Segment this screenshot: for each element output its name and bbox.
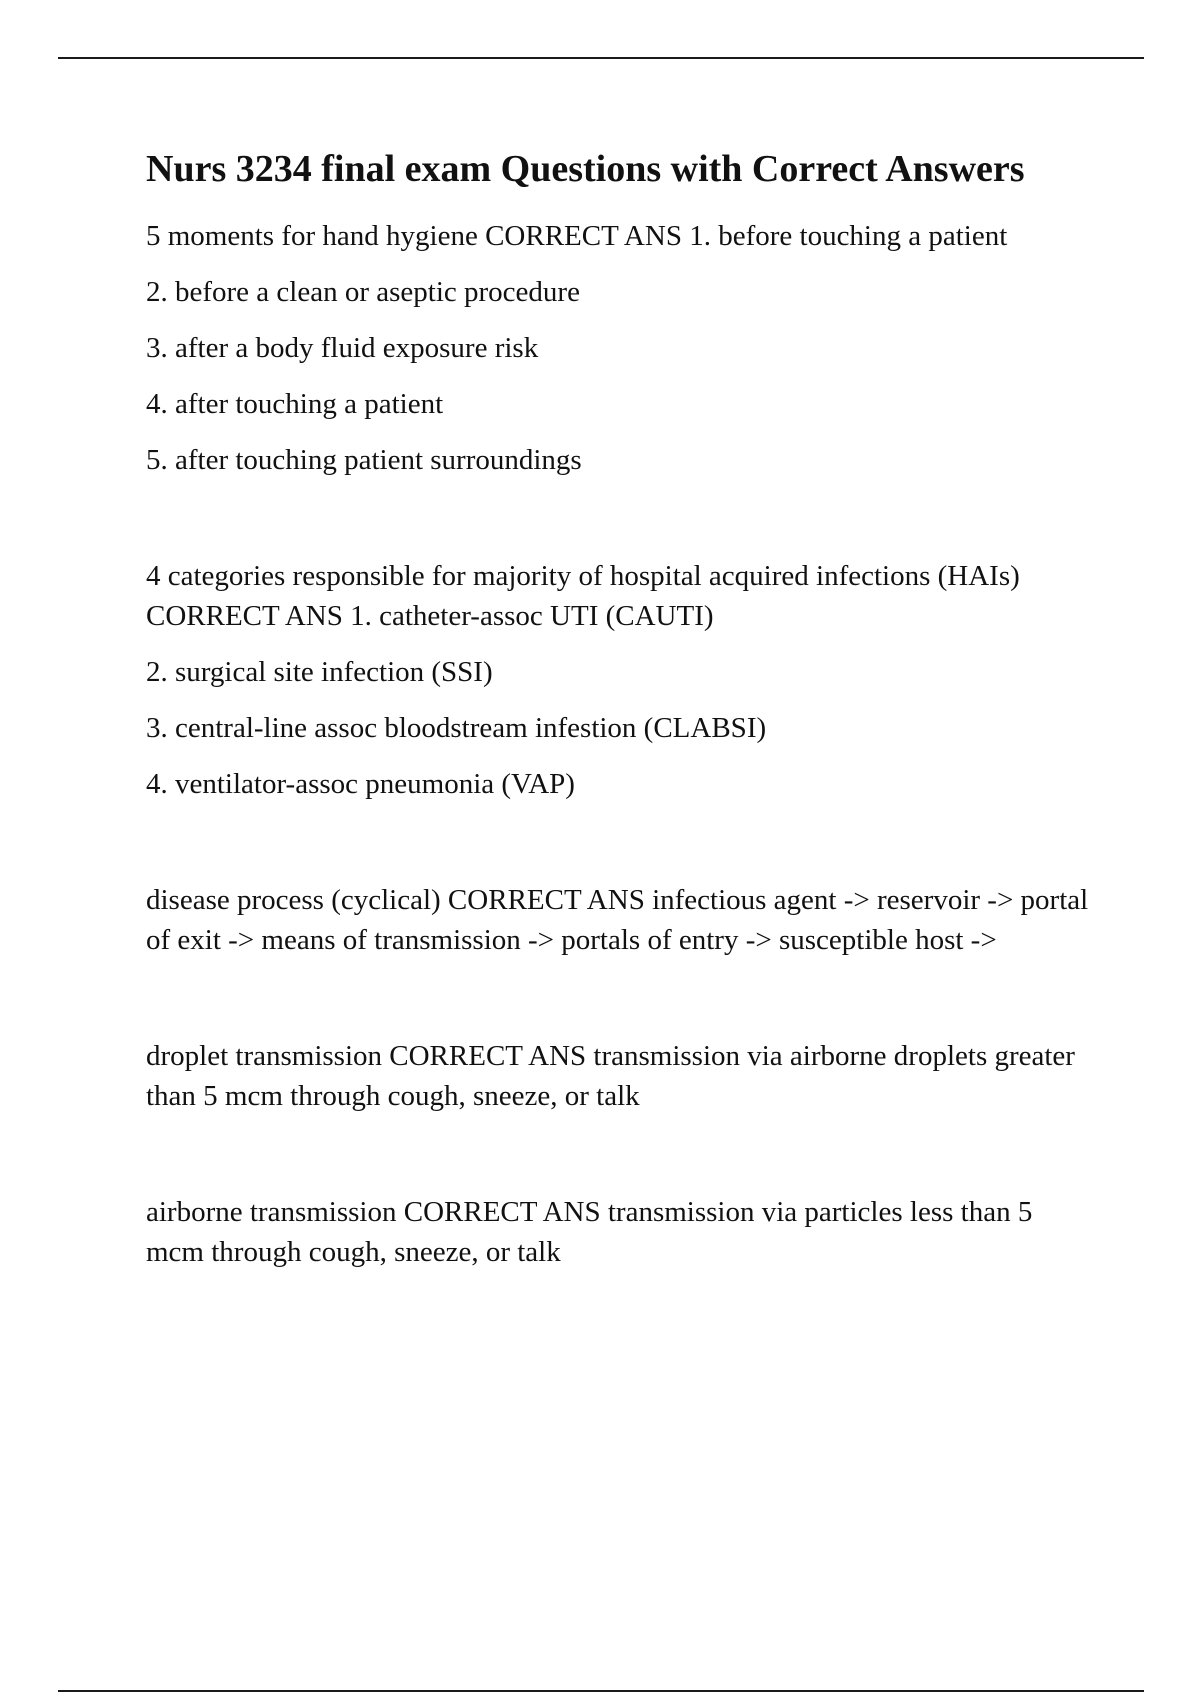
qa-answer-line: 4. after touching a patient [146, 388, 444, 420]
qa-answer-line: 3. central-line assoc bloodstream infestion (CLABSI) [146, 712, 767, 744]
qa-answer-line: 2. before a clean or aseptic procedure [146, 276, 580, 308]
document-title: Nurs 3234 final exam Questions with Correct Answers [146, 148, 1025, 190]
qa-block-droplet-transmission [146, 1036, 1096, 1116]
qa-question: 5 moments for hand hygiene CORRECT ANS 1. before touching a patient [146, 220, 1008, 252]
qa-block-hai-categories [146, 556, 1096, 804]
qa-question: droplet transmission CORRECT ANS transmission via airborne droplets greater than 5 mcm through cough, sneeze, or talk [146, 1040, 1075, 1112]
header-rule [58, 57, 1144, 59]
footer-rule [58, 1690, 1144, 1692]
qa-answer-line: 3. after a body fluid exposure risk [146, 332, 539, 364]
qa-question: 4 categories responsible for majority of hospital acquired infections (HAIs) CORRECT ANS 1. catheter-assoc UTI (CAUTI) [146, 560, 1020, 632]
qa-answer-line: 4. ventilator-assoc pneumonia (VAP) [146, 768, 575, 800]
qa-block-disease-process [146, 880, 1096, 960]
qa-answer-line: 2. surgical site infection (SSI) [146, 656, 493, 688]
qa-block-airborne-transmission [146, 1192, 1096, 1272]
qa-block-hand-hygiene [146, 216, 1096, 480]
qa-answer-line: 5. after touching patient surroundings [146, 444, 582, 476]
qa-question: disease process (cyclical) CORRECT ANS infectious agent -> reservoir -> portal of exit -> means of transmission -> portals of entry -> susceptible host -> [146, 884, 1089, 956]
qa-question: airborne transmission CORRECT ANS transmission via particles less than 5 mcm through cough, sneeze, or talk [146, 1196, 1033, 1268]
document-body [146, 140, 1096, 1272]
